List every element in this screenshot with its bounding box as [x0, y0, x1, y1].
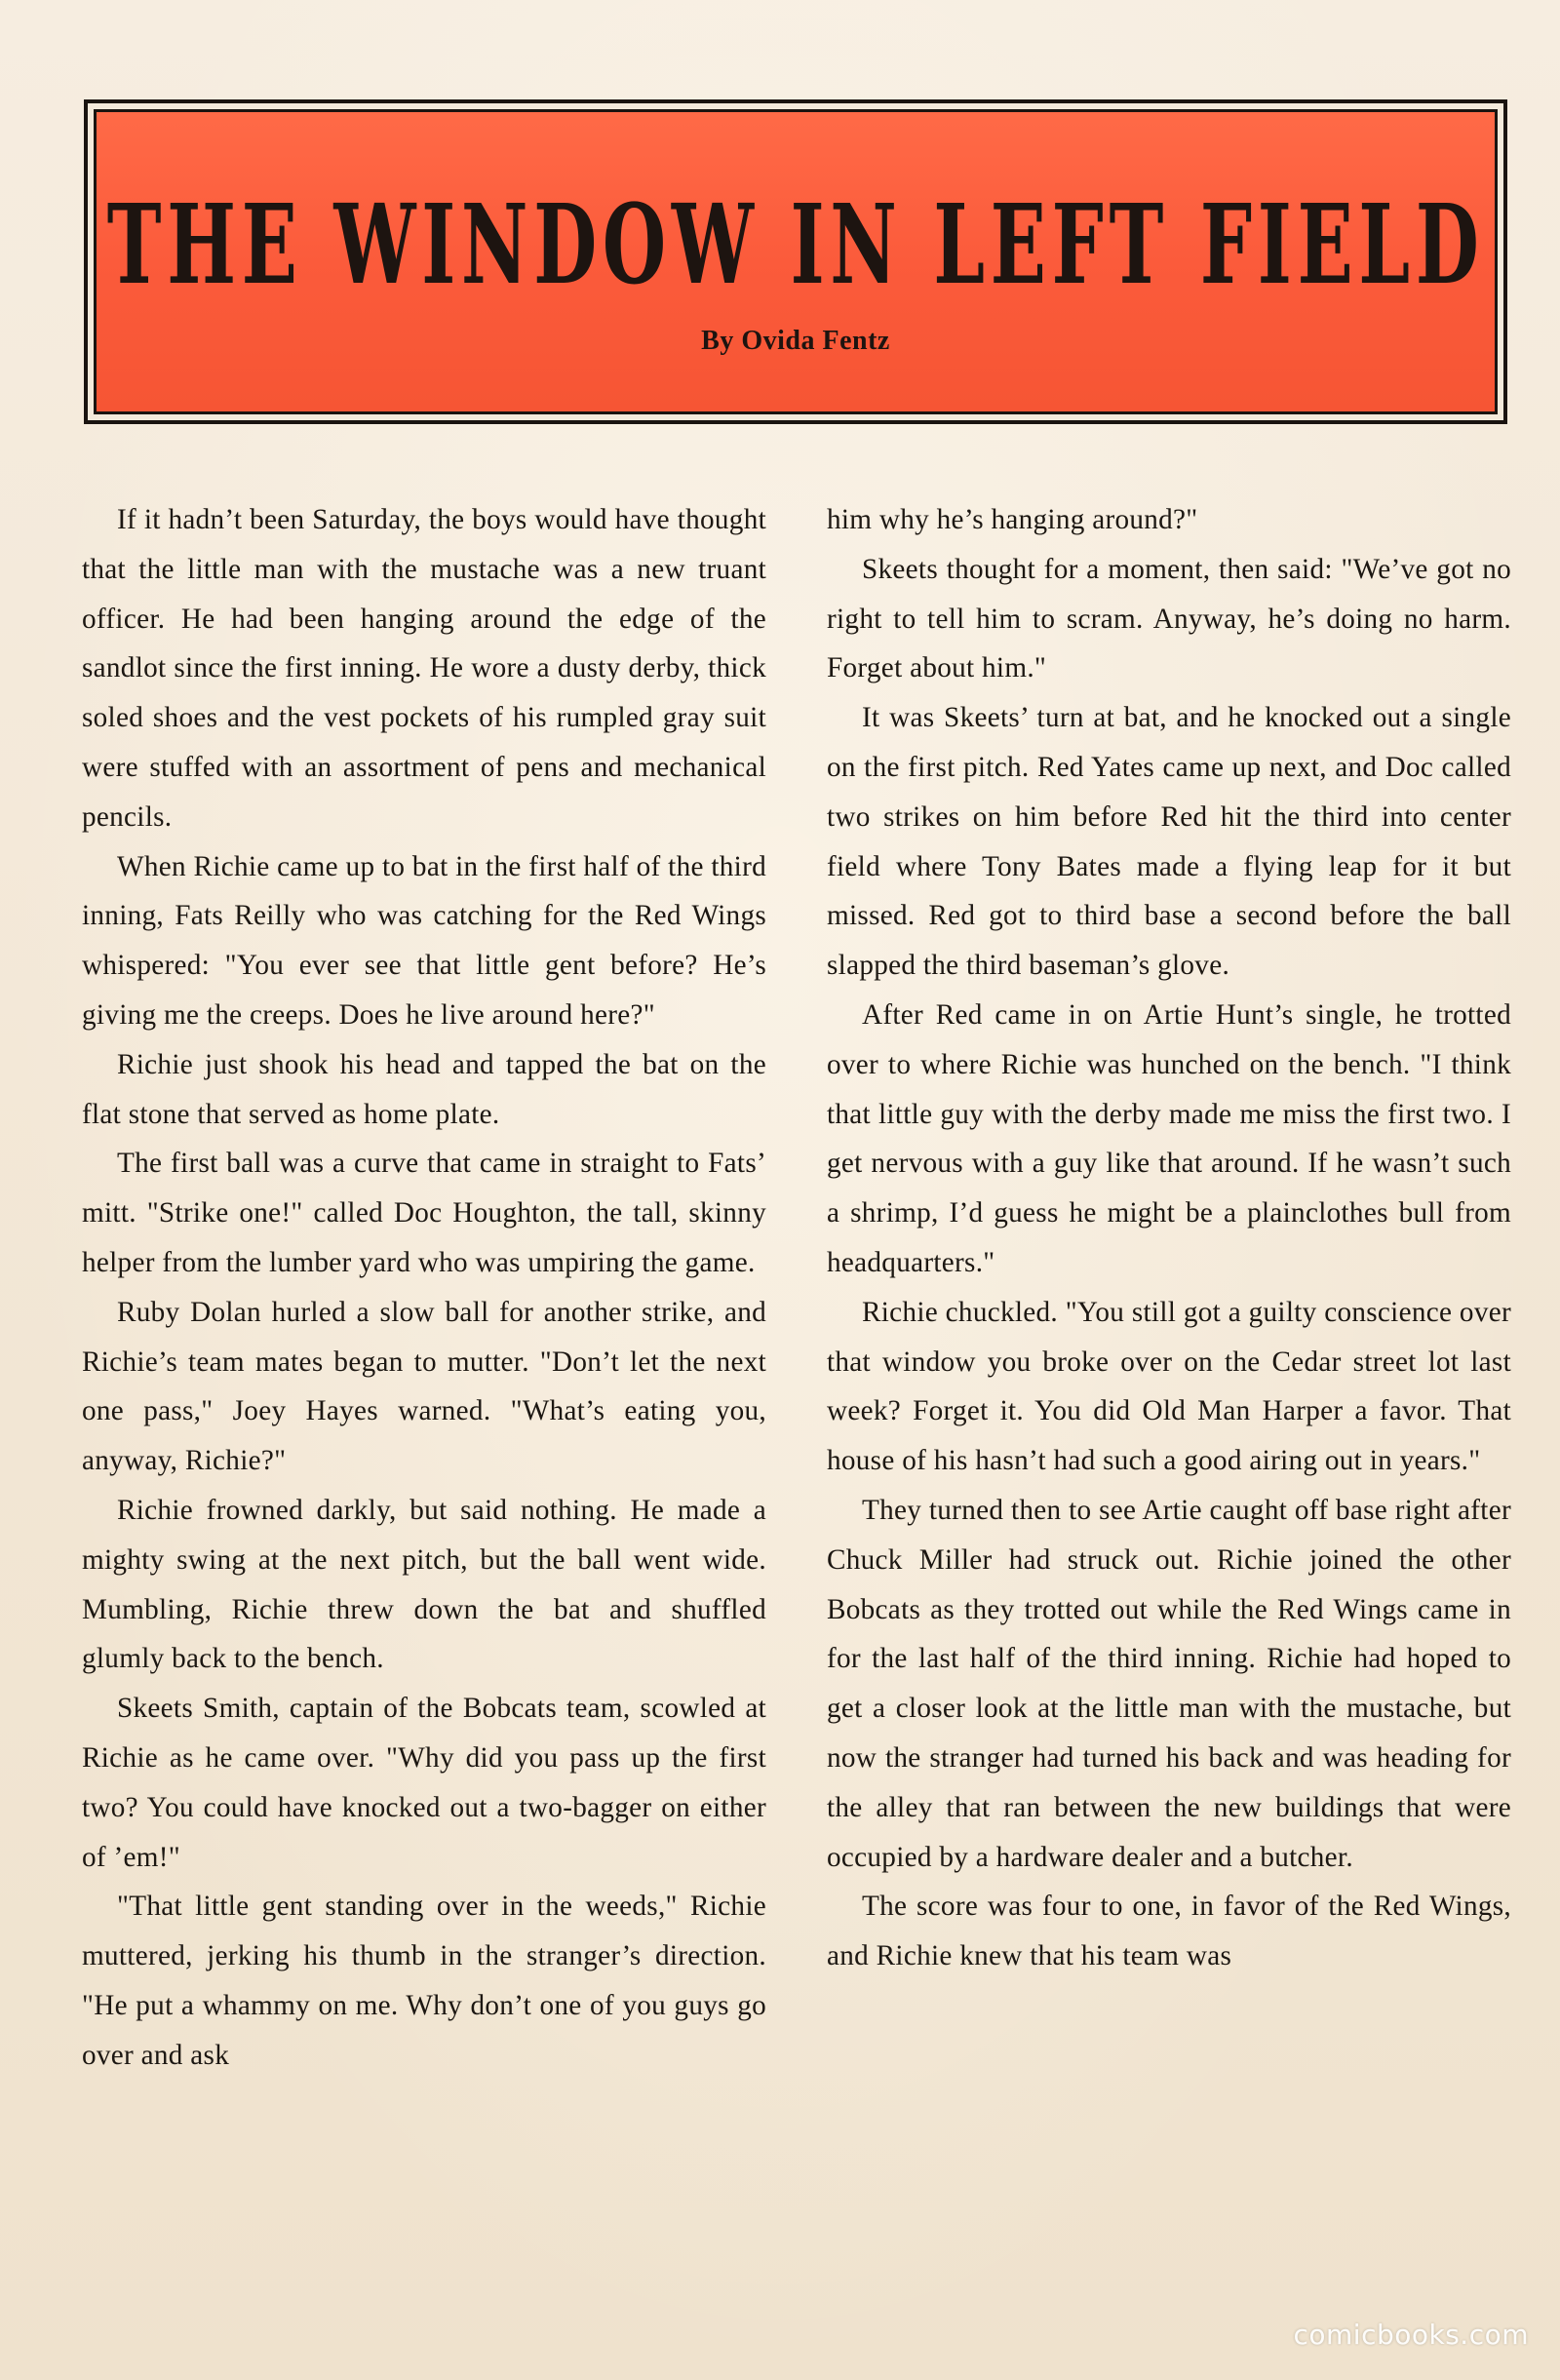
title-frame: [84, 99, 1507, 424]
paragraph: Richie frowned darkly, but said nothing. He made a mighty swing at the next pitch, but the ball went wide. Mumbling, Richie threw down the bat and shuffled glumly back to the bench.: [82, 1494, 766, 1675]
paragraph: The score was four to one, in favor of the Red Wings, and Richie knew that his team was: [827, 1891, 1511, 1972]
paragraph: Ruby Dolan hurled a slow ball for another strike, and Richie’s team mates began to mutter. "Don’t let the next one pass," Joey Hayes warned. "What’s eating you, anyway, Richie?": [82, 1296, 766, 1477]
paragraph: him why he’s hanging around?": [827, 504, 1198, 535]
paragraph: Richie chuckled. "You still got a guilty conscience over that window you broke over on the Cedar street lot last week? Forget it. You did Old Man Harper a favor. That house of his hasn’t had such a good airing out in years.": [827, 1296, 1511, 1477]
paragraph: Skeets thought for a moment, then said: "We’ve got no right to tell him to scram. Anyway, he’s doing no harm. Forget about him.": [827, 553, 1511, 684]
paragraph: Richie just shook his head and tapped the bat on the flat stone that served as home plate.: [82, 1048, 766, 1130]
story-title: THE WINDOW IN LEFT FIELD: [106, 179, 1485, 309]
story-byline: By Ovida Fentz: [701, 326, 890, 356]
title-banner: [94, 109, 1498, 414]
right-column: [827, 495, 1511, 1981]
paragraph: If it hadn’t been Saturday, the boys would have thought that the little man with the mustache was a new truant officer. He had been hanging around the edge of the sandlot since the first inning. He wore a dusty derby, thick soled shoes and the vest pockets of his rumpled gray suit were stuffed with an assortment of pens and mechanical pencils.: [82, 504, 766, 833]
site-watermark: comicbooks.com: [1293, 2319, 1529, 2351]
story-body: [82, 495, 1509, 2241]
paragraph: "That little gent standing over in the weeds," Richie muttered, jerking his thumb in the stranger’s direction. "He put a whammy on me. Why don’t one of you guys go over and ask: [82, 1891, 766, 2071]
paragraph: They turned then to see Artie caught off base right after Chuck Miller had struck out. Richie joined the other Bobcats as they trotted out while the Red Wings came in for the last half of the third inning. Richie had hoped to get a closer look at the little man with the mustache, but now the stranger had turned his back and was heading for the alley that ran between the new buildings that were occupied by a hardware dealer and a butcher.: [827, 1494, 1511, 1873]
paragraph: Skeets Smith, captain of the Bobcats team, scowled at Richie as he came over. "Why did you pass up the first two? You could have knocked out a two-bagger on either of ’em!": [82, 1693, 766, 1873]
paragraph: When Richie came up to bat in the first half of the third inning, Fats Reilly who was catching for the Red Wings whispered: "You ever see that little gent before? He’s giving me the creeps. Does he live around here?": [82, 850, 766, 1031]
paragraph: After Red came in on Artie Hunt’s single, he trotted over to where Richie was hunched on the bench. "I think that little guy with the derby made me miss the first two. I get nervous with a guy like that around. If he wasn’t such a shrimp, I’d guess he might be a plainclothes bull from headquarters.": [827, 998, 1511, 1278]
left-column: [82, 495, 766, 2081]
paragraph: It was Skeets’ turn at bat, and he knocked out a single on the first pitch. Red Yates came up next, and Doc called two strikes on him before Red hit the third into center field where Tony Bates made a flying leap for it but missed. Red got to third base a second before the ball slapped the third baseman’s glove.: [827, 702, 1511, 982]
paragraph: The first ball was a curve that came in straight to Fats’ mitt. "Strike one!" called Doc Houghton, the tall, skinny helper from the lumber yard who was umpiring the game.: [82, 1148, 766, 1278]
